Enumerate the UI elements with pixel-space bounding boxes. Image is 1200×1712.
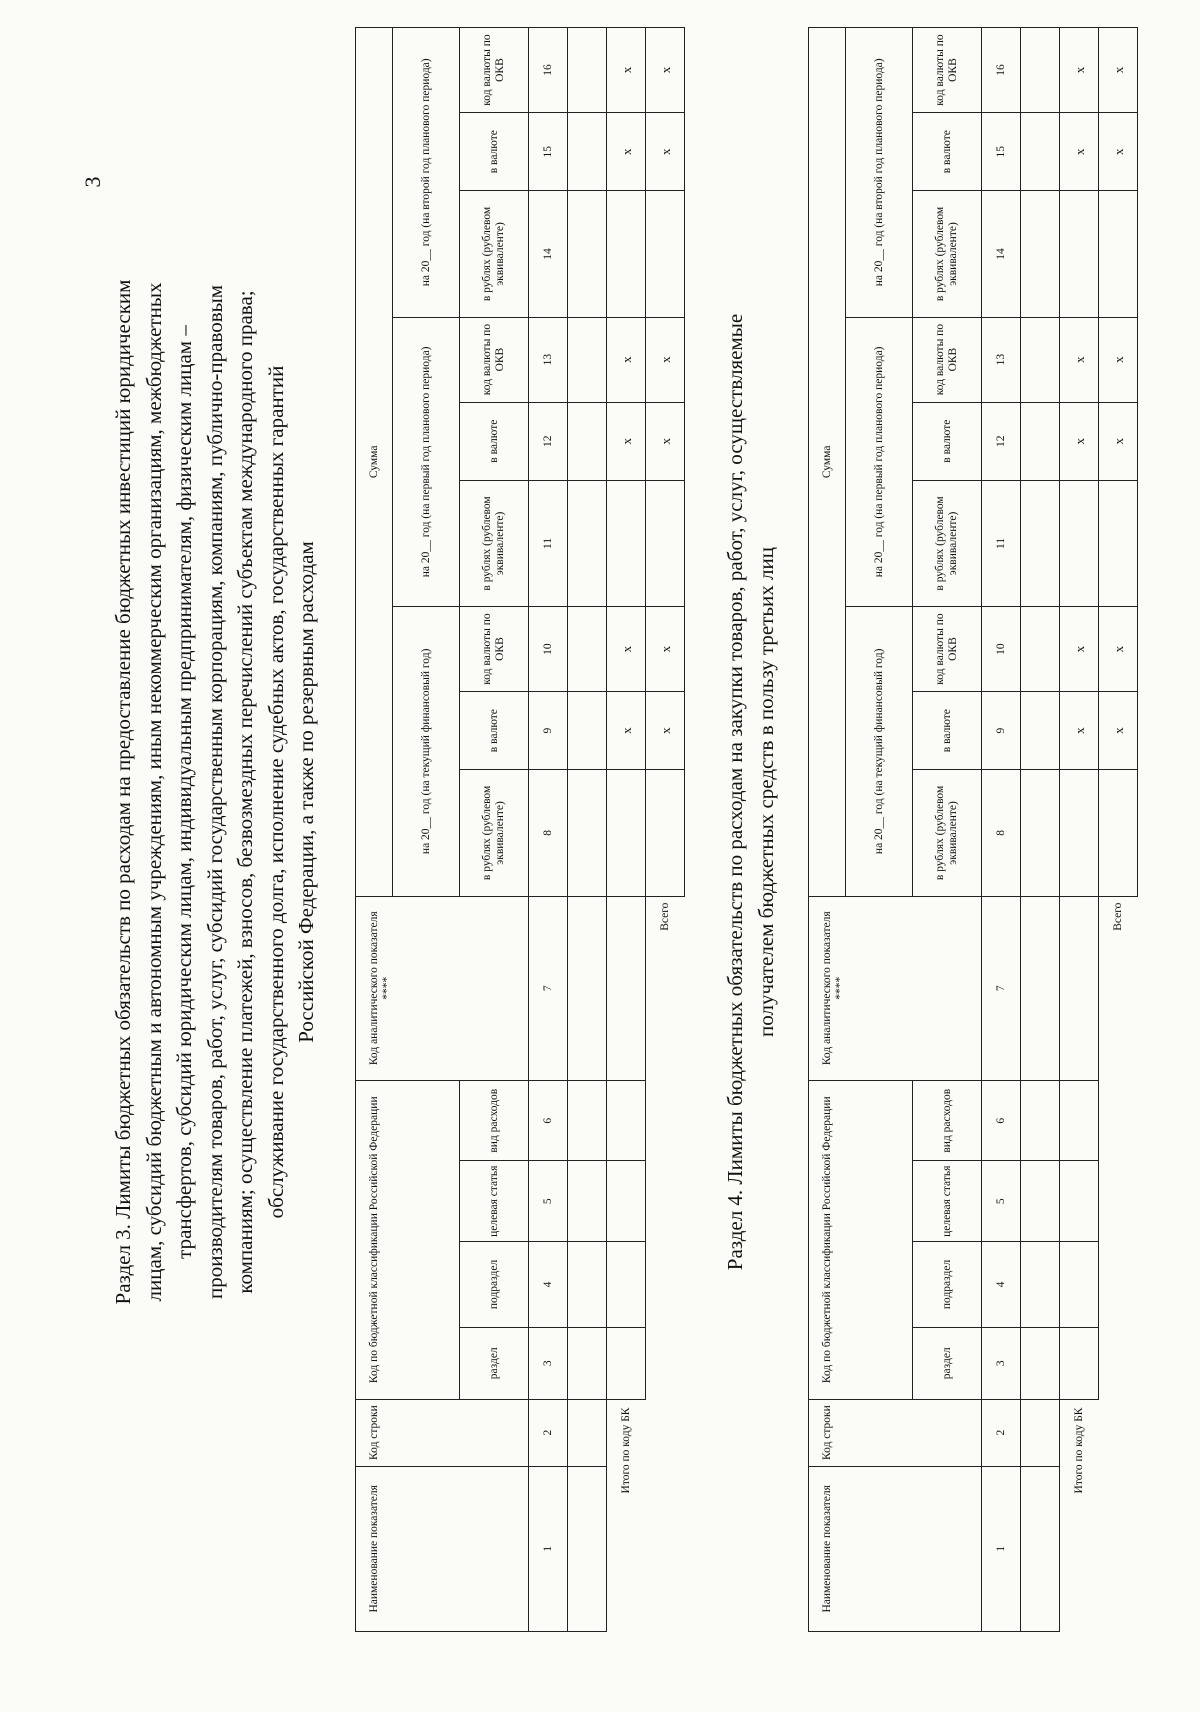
- column-number-row: [529, 28, 568, 1632]
- data-row: [568, 28, 607, 1632]
- total-cell: х: [1060, 317, 1099, 402]
- header-indicator-name: Наименование показателя: [809, 1466, 982, 1631]
- total-cell: х: [607, 317, 646, 402]
- total-cell: х: [1060, 28, 1099, 113]
- heading-line: Раздел 3. Лимиты бюджетных обязательств по расходам на предоставление бюджетных инвестиций юридическим: [111, 279, 135, 1305]
- header-currency: в валюте: [913, 692, 982, 770]
- grand-total-cell: х: [1099, 317, 1138, 402]
- grand-total-cell: х: [1099, 28, 1138, 113]
- total-cell: х: [1060, 692, 1099, 770]
- data-cell: [568, 113, 607, 191]
- total-cell: [607, 1161, 646, 1241]
- grand-total-cell: х: [1099, 692, 1138, 770]
- grand-total-cell: х: [1099, 113, 1138, 191]
- header-bk-code-group: Код по бюджетной классификации Российской Федерации: [356, 1080, 460, 1399]
- header-currency: в валюте: [460, 113, 529, 191]
- column-number: 6: [982, 1080, 1021, 1160]
- data-cell: [1021, 1161, 1060, 1241]
- data-cell: [568, 1399, 607, 1466]
- grand-total-row: [1099, 28, 1138, 1632]
- header-rubles: в рублях (рублевом эквиваленте): [913, 480, 982, 606]
- grand-total-cell: [1099, 191, 1138, 317]
- column-number: 3: [529, 1328, 568, 1400]
- total-cell: [607, 770, 646, 896]
- data-cell: [568, 1328, 607, 1400]
- header-sum: Сумма: [356, 28, 393, 897]
- section-3-heading: [108, 82, 322, 1502]
- column-number: 1: [982, 1466, 1021, 1631]
- heading-line: получателем бюджетных средств в пользу третьих лиц: [753, 547, 778, 1037]
- header-section: раздел: [913, 1328, 982, 1400]
- grand-total-cell: [1099, 770, 1138, 896]
- total-cell: [607, 480, 646, 606]
- grand-total-cell: [1099, 480, 1138, 606]
- header-subsection: подраздел: [460, 1241, 529, 1327]
- header-expense-type: вид расходов: [460, 1080, 529, 1160]
- header-currency: в валюте: [460, 402, 529, 480]
- total-cell: [1060, 770, 1099, 896]
- header-period-current-year: на 20__ год (на текущий финансовый год): [393, 607, 460, 896]
- column-number: 15: [982, 113, 1021, 191]
- total-cell: х: [1060, 402, 1099, 480]
- header-currency: в валюте: [913, 113, 982, 191]
- header-period-current-year: на 20__ год (на текущий финансовый год): [846, 607, 913, 896]
- grand-total-cell: х: [646, 317, 685, 402]
- data-cell: [568, 402, 607, 480]
- heading-line: Российской Федерации, а также по резервным расходам: [294, 541, 318, 1043]
- data-cell: [568, 770, 607, 896]
- header-subsection: подраздел: [913, 1241, 982, 1327]
- header-expense-type: вид расходов: [913, 1080, 982, 1160]
- grand-total-cell: х: [646, 113, 685, 191]
- total-cell: х: [607, 28, 646, 113]
- section-3-table: [355, 27, 685, 1632]
- header-analytic-code: Код аналитического показателя ****: [809, 896, 982, 1080]
- header-okv-code: код валюты по ОКВ: [913, 607, 982, 692]
- total-cell: х: [607, 692, 646, 770]
- header-okv-code: код валюты по ОКВ: [460, 607, 529, 692]
- header-sum: Сумма: [809, 28, 846, 897]
- column-number: 10: [982, 607, 1021, 692]
- header-target-item: целевая статья: [460, 1161, 529, 1241]
- column-number: 12: [982, 402, 1021, 480]
- total-cell: х: [1060, 607, 1099, 692]
- heading-line: трансфертов, субсидий юридическим лицам, индивидуальным предпринимателям, физическим лицам –: [172, 325, 196, 1259]
- column-number: 10: [529, 607, 568, 692]
- data-cell: [568, 692, 607, 770]
- data-cell: [1021, 113, 1060, 191]
- header-rubles: в рублях (рублевом эквиваленте): [460, 770, 529, 896]
- total-cell: [1060, 1241, 1099, 1327]
- grand-total-cell: х: [646, 692, 685, 770]
- header-bk-code-group: Код по бюджетной классификации Российской Федерации: [809, 1080, 913, 1399]
- data-cell: [1021, 1399, 1060, 1466]
- grand-total-cell: х: [646, 402, 685, 480]
- total-cell: [1060, 191, 1099, 317]
- data-cell: [568, 1241, 607, 1327]
- section-4-heading: [720, 82, 781, 1502]
- heading-line: компаниям; осуществление платежей, взносов, безвозмездных перечислений субъектам международного права;: [233, 290, 257, 1294]
- data-cell: [568, 1080, 607, 1160]
- data-cell: [568, 480, 607, 606]
- data-cell: [568, 1466, 607, 1631]
- header-period-first-plan-year: на 20__ год (на первый год планового периода): [393, 317, 460, 606]
- header-period-second-plan-year: на 20__ год (на второй год планового периода): [846, 28, 913, 318]
- data-cell: [1021, 607, 1060, 692]
- total-by-bk-row: [607, 28, 646, 1632]
- data-cell: [568, 607, 607, 692]
- column-number: 16: [982, 28, 1021, 113]
- total-cell: [607, 896, 646, 1080]
- data-cell: [1021, 1466, 1060, 1631]
- total-cell: [607, 1241, 646, 1327]
- total-by-bk-row: [1060, 28, 1099, 1632]
- column-number: 14: [529, 191, 568, 317]
- total-cell: [1060, 896, 1099, 1080]
- column-number: 11: [982, 480, 1021, 606]
- total-cell: [607, 1080, 646, 1160]
- data-row: [1021, 28, 1060, 1632]
- data-cell: [1021, 1328, 1060, 1400]
- column-number: 9: [982, 692, 1021, 770]
- grand-total-cell: [646, 191, 685, 317]
- data-cell: [1021, 770, 1060, 896]
- column-number: 5: [982, 1161, 1021, 1241]
- column-number: 11: [529, 480, 568, 606]
- data-cell: [1021, 1241, 1060, 1327]
- column-number: 14: [982, 191, 1021, 317]
- data-cell: [1021, 317, 1060, 402]
- header-okv-code: код валюты по ОКВ: [913, 317, 982, 402]
- header-rubles: в рублях (рублевом эквиваленте): [913, 770, 982, 896]
- heading-line: обслуживание государственного долга, исполнение судебных актов, государственных гарантий: [263, 365, 288, 1219]
- column-number: 8: [529, 770, 568, 896]
- header-okv-code: код валюты по ОКВ: [913, 28, 982, 113]
- column-number: 4: [982, 1241, 1021, 1327]
- header-section: раздел: [460, 1328, 529, 1400]
- column-number: 1: [529, 1466, 568, 1631]
- heading-line: производителям товаров, работ, услуг, субсидий государственным корпорациям, компаниям, публично-правовым: [202, 284, 227, 1300]
- section-4-table: [808, 27, 1138, 1632]
- data-cell: [568, 28, 607, 113]
- data-cell: [568, 191, 607, 317]
- data-cell: [1021, 402, 1060, 480]
- header-okv-code: код валюты по ОКВ: [460, 317, 529, 402]
- column-number: 5: [529, 1161, 568, 1241]
- column-number: 8: [982, 770, 1021, 896]
- header-okv-code: код валюты по ОКВ: [460, 28, 529, 113]
- heading-line: лицам, субсидий бюджетным и автономным учреждениям, иным некоммерческим организациям, межбюджетных: [141, 282, 166, 1302]
- grand-total-label: Всего: [1111, 902, 1124, 931]
- data-cell: [1021, 191, 1060, 317]
- total-cell: [1060, 1080, 1099, 1160]
- column-number-row: [982, 28, 1021, 1632]
- header-period-second-plan-year: на 20__ год (на второй год планового периода): [393, 28, 460, 318]
- total-by-bk-label: Итого по коду БК: [1072, 1407, 1085, 1494]
- column-number: 2: [529, 1399, 568, 1466]
- header-row-code: Код строки: [356, 1399, 529, 1466]
- data-cell: [1021, 1080, 1060, 1160]
- column-number: 7: [982, 896, 1021, 1080]
- grand-total-cell: [646, 480, 685, 606]
- column-number: 6: [529, 1080, 568, 1160]
- column-number: 12: [529, 402, 568, 480]
- header-target-item: целевая статья: [913, 1161, 982, 1241]
- grand-total-row: [646, 28, 685, 1632]
- grand-total-cell: х: [646, 607, 685, 692]
- column-number: 2: [982, 1399, 1021, 1466]
- total-cell: х: [607, 113, 646, 191]
- data-cell: [568, 896, 607, 1080]
- column-number: 4: [529, 1241, 568, 1327]
- header-currency: в валюте: [460, 692, 529, 770]
- header-rubles: в рублях (рублевом эквиваленте): [460, 191, 529, 317]
- grand-total-cell: [646, 770, 685, 896]
- grand-total-cell: х: [646, 28, 685, 113]
- column-number: 16: [529, 28, 568, 113]
- heading-line: Раздел 4. Лимиты бюджетных обязательств по расходам на закупки товаров, работ, услуг, осуществляемые: [723, 313, 747, 1271]
- data-cell: [1021, 692, 1060, 770]
- header-rubles: в рублях (рублевом эквиваленте): [913, 191, 982, 317]
- column-number: 7: [529, 896, 568, 1080]
- data-cell: [568, 1161, 607, 1241]
- data-cell: [1021, 896, 1060, 1080]
- grand-total-cell: х: [1099, 402, 1138, 480]
- column-number: 9: [529, 692, 568, 770]
- column-number: 15: [529, 113, 568, 191]
- column-number: 3: [982, 1328, 1021, 1400]
- total-by-bk-label: Итого по коду БК: [619, 1407, 632, 1494]
- column-number: 13: [529, 317, 568, 402]
- total-cell: х: [607, 607, 646, 692]
- header-row-code: Код строки: [809, 1399, 982, 1466]
- grand-total-label: Всего: [658, 902, 671, 931]
- total-cell: [1060, 1161, 1099, 1241]
- total-cell: [607, 191, 646, 317]
- grand-total-cell: х: [1099, 607, 1138, 692]
- header-rubles: в рублях (рублевом эквиваленте): [460, 480, 529, 606]
- total-cell: х: [607, 402, 646, 480]
- data-cell: [568, 317, 607, 402]
- header-period-first-plan-year: на 20__ год (на первый год планового периода): [846, 317, 913, 606]
- total-cell: [1060, 1328, 1099, 1400]
- header-currency: в валюте: [913, 402, 982, 480]
- page-number: 3: [80, 176, 105, 188]
- header-indicator-name: Наименование показателя: [356, 1466, 529, 1631]
- data-cell: [1021, 480, 1060, 606]
- total-cell: [1060, 480, 1099, 606]
- data-cell: [1021, 28, 1060, 113]
- total-cell: [607, 1328, 646, 1400]
- column-number: 13: [982, 317, 1021, 402]
- header-analytic-code: Код аналитического показателя ****: [356, 896, 529, 1080]
- total-cell: х: [1060, 113, 1099, 191]
